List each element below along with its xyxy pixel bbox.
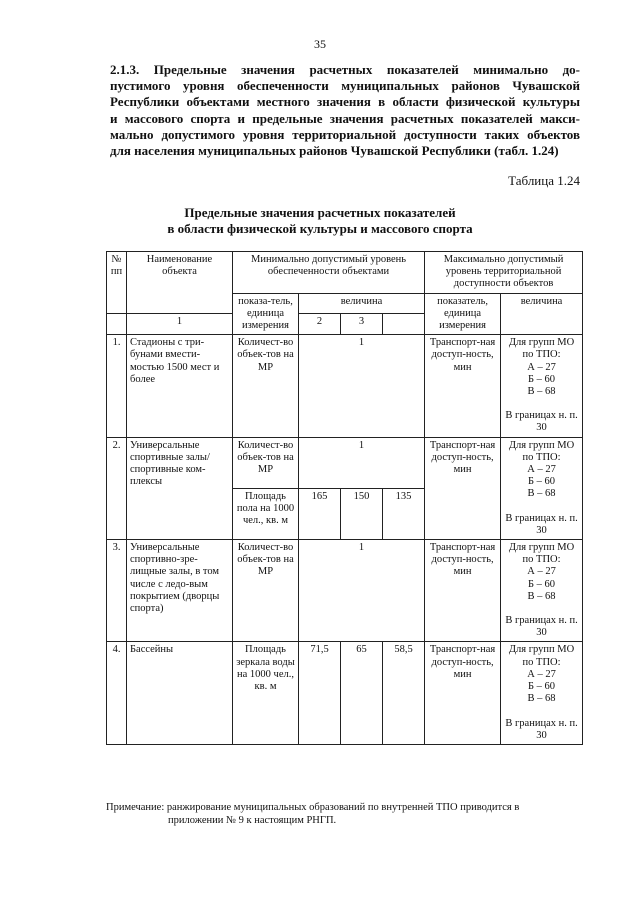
table-header-row bbox=[107, 252, 583, 294]
table-row bbox=[107, 540, 583, 642]
footnote-label: Примечание: bbox=[106, 802, 165, 813]
row-area-v3: 58,5 bbox=[383, 642, 425, 744]
group-c: В – 68 bbox=[527, 386, 556, 398]
heading-line: пустимого уровня обеспеченности муниципальных районов Чувашской bbox=[110, 78, 580, 94]
table-title bbox=[0, 205, 640, 237]
row-name: Универсальные спортивные залы/ спортивные ком-плексы bbox=[127, 437, 233, 539]
row-count-value: 1 bbox=[299, 540, 425, 642]
row-count-indicator: Количест-во объек-тов на МР bbox=[233, 540, 299, 642]
row-area-indicator: Площадь пола на 1000 чел., кв. м bbox=[233, 488, 299, 539]
header-value: величина bbox=[299, 293, 425, 314]
within-settlement: В границах н. п. 30 bbox=[505, 615, 578, 639]
row-name: Универсальные спортивно-зре-лищные залы, в том числе с ледо-вым покрытием (дворцы спорта) bbox=[127, 540, 233, 642]
header-min-level: Минимально допустимый уровень обеспеченности объектами bbox=[233, 252, 425, 294]
header-v1: 1 bbox=[127, 314, 233, 335]
group-c: В – 68 bbox=[527, 693, 556, 705]
row-count-value: 1 bbox=[299, 335, 425, 437]
row-transport: Транспорт-ная доступ-ность, мин bbox=[425, 335, 501, 437]
row-num: 4. bbox=[107, 642, 127, 744]
row-area-v2: 150 bbox=[341, 488, 383, 539]
row-area-indicator: Площадь зеркала воды на 1000 чел., кв. м bbox=[233, 642, 299, 744]
row-area-v1: 71,5 bbox=[299, 642, 341, 744]
header-v3: 3 bbox=[341, 314, 383, 335]
header-num: № пп bbox=[107, 252, 127, 314]
group-b: Б – 60 bbox=[528, 476, 556, 488]
header-max-access: Максимально допустимый уровень территориальной доступности объектов bbox=[425, 252, 583, 294]
row-num: 3. bbox=[107, 540, 127, 642]
access-groups: Для групп МО по ТПО: bbox=[508, 644, 575, 668]
row-access-values bbox=[501, 335, 583, 437]
access-groups: Для групп МО по ТПО: bbox=[508, 542, 575, 566]
access-groups: Для групп МО по ТПО: bbox=[508, 337, 575, 361]
footnote-text: приложении № 9 к настоящим РНГП. bbox=[168, 815, 337, 826]
row-count-indicator: Количест-во объек-тов на МР bbox=[233, 437, 299, 488]
within-settlement: В границах н. п. 30 bbox=[505, 512, 578, 536]
table-row bbox=[107, 335, 583, 437]
header-v2: 2 bbox=[299, 314, 341, 335]
row-num: 2. bbox=[107, 437, 127, 539]
heading-line: мально допустимого уровня территориальной доступности таких объектов bbox=[110, 126, 580, 142]
page-number: 35 bbox=[314, 37, 326, 51]
group-b: Б – 60 bbox=[528, 373, 556, 385]
group-a: А – 27 bbox=[527, 668, 556, 680]
row-count-value: 1 bbox=[299, 437, 425, 488]
group-a: А – 27 bbox=[527, 361, 556, 373]
access-groups: Для групп МО по ТПО: bbox=[508, 439, 575, 463]
row-count-indicator: Количест-во объек-тов на МР bbox=[233, 335, 299, 437]
within-settlement: В границах н. п. 30 bbox=[505, 410, 578, 434]
group-c: В – 68 bbox=[527, 488, 556, 500]
section-heading bbox=[110, 62, 580, 159]
table-row bbox=[107, 437, 583, 488]
table-row bbox=[107, 642, 583, 744]
table-label: Таблица 1.24 bbox=[508, 173, 580, 188]
footnote bbox=[106, 801, 582, 827]
heading-line: и массового спорта и предельные значения расчетных показателей макси- bbox=[110, 110, 580, 126]
heading-line: 2.1.3. Предельные значения расчетных показателей минимально до- bbox=[110, 62, 580, 77]
header-indicator-unit: показа-тель, единица измерения bbox=[233, 293, 299, 335]
row-transport: Транспорт-ная доступ-ность, мин bbox=[425, 540, 501, 642]
group-a: А – 27 bbox=[527, 464, 556, 476]
row-access-values bbox=[501, 437, 583, 539]
group-a: А – 27 bbox=[527, 566, 556, 578]
row-num: 1. bbox=[107, 335, 127, 437]
row-name: Бассейны bbox=[127, 642, 233, 744]
group-b: Б – 60 bbox=[528, 681, 556, 693]
header-name: Наименование объекта bbox=[127, 252, 233, 314]
footnote-text: ранжирование муниципальных образований по внутренней ТПО приводится в bbox=[166, 802, 520, 813]
header-access-value: величина bbox=[501, 293, 583, 335]
norms-table bbox=[106, 251, 583, 745]
row-area-v1: 165 bbox=[299, 488, 341, 539]
header-access-indicator: показатель, единица измерения bbox=[425, 293, 501, 335]
row-name: Стадионы с три-бунами вмести-мостью 1500 мест и более bbox=[127, 335, 233, 437]
heading-line: для населения муниципальных районов Чувашской Республики (табл. 1.24) bbox=[110, 143, 559, 159]
row-transport: Транспорт-ная доступ-ность, мин bbox=[425, 437, 501, 539]
heading-line: Республики объектами местного значения в области физической культуры bbox=[110, 94, 580, 110]
group-c: В – 68 bbox=[527, 590, 556, 602]
table-title-line: в области физической культуры и массового спорта bbox=[167, 221, 473, 236]
row-area-v2: 65 bbox=[341, 642, 383, 744]
group-b: Б – 60 bbox=[528, 578, 556, 590]
row-access-values bbox=[501, 540, 583, 642]
row-area-v3: 135 bbox=[383, 488, 425, 539]
row-transport: Транспорт-ная доступ-ность, мин bbox=[425, 642, 501, 744]
table-title-line: Предельные значения расчетных показателей bbox=[184, 205, 456, 220]
within-settlement: В границах н. п. 30 bbox=[505, 717, 578, 741]
row-access-values bbox=[501, 642, 583, 744]
